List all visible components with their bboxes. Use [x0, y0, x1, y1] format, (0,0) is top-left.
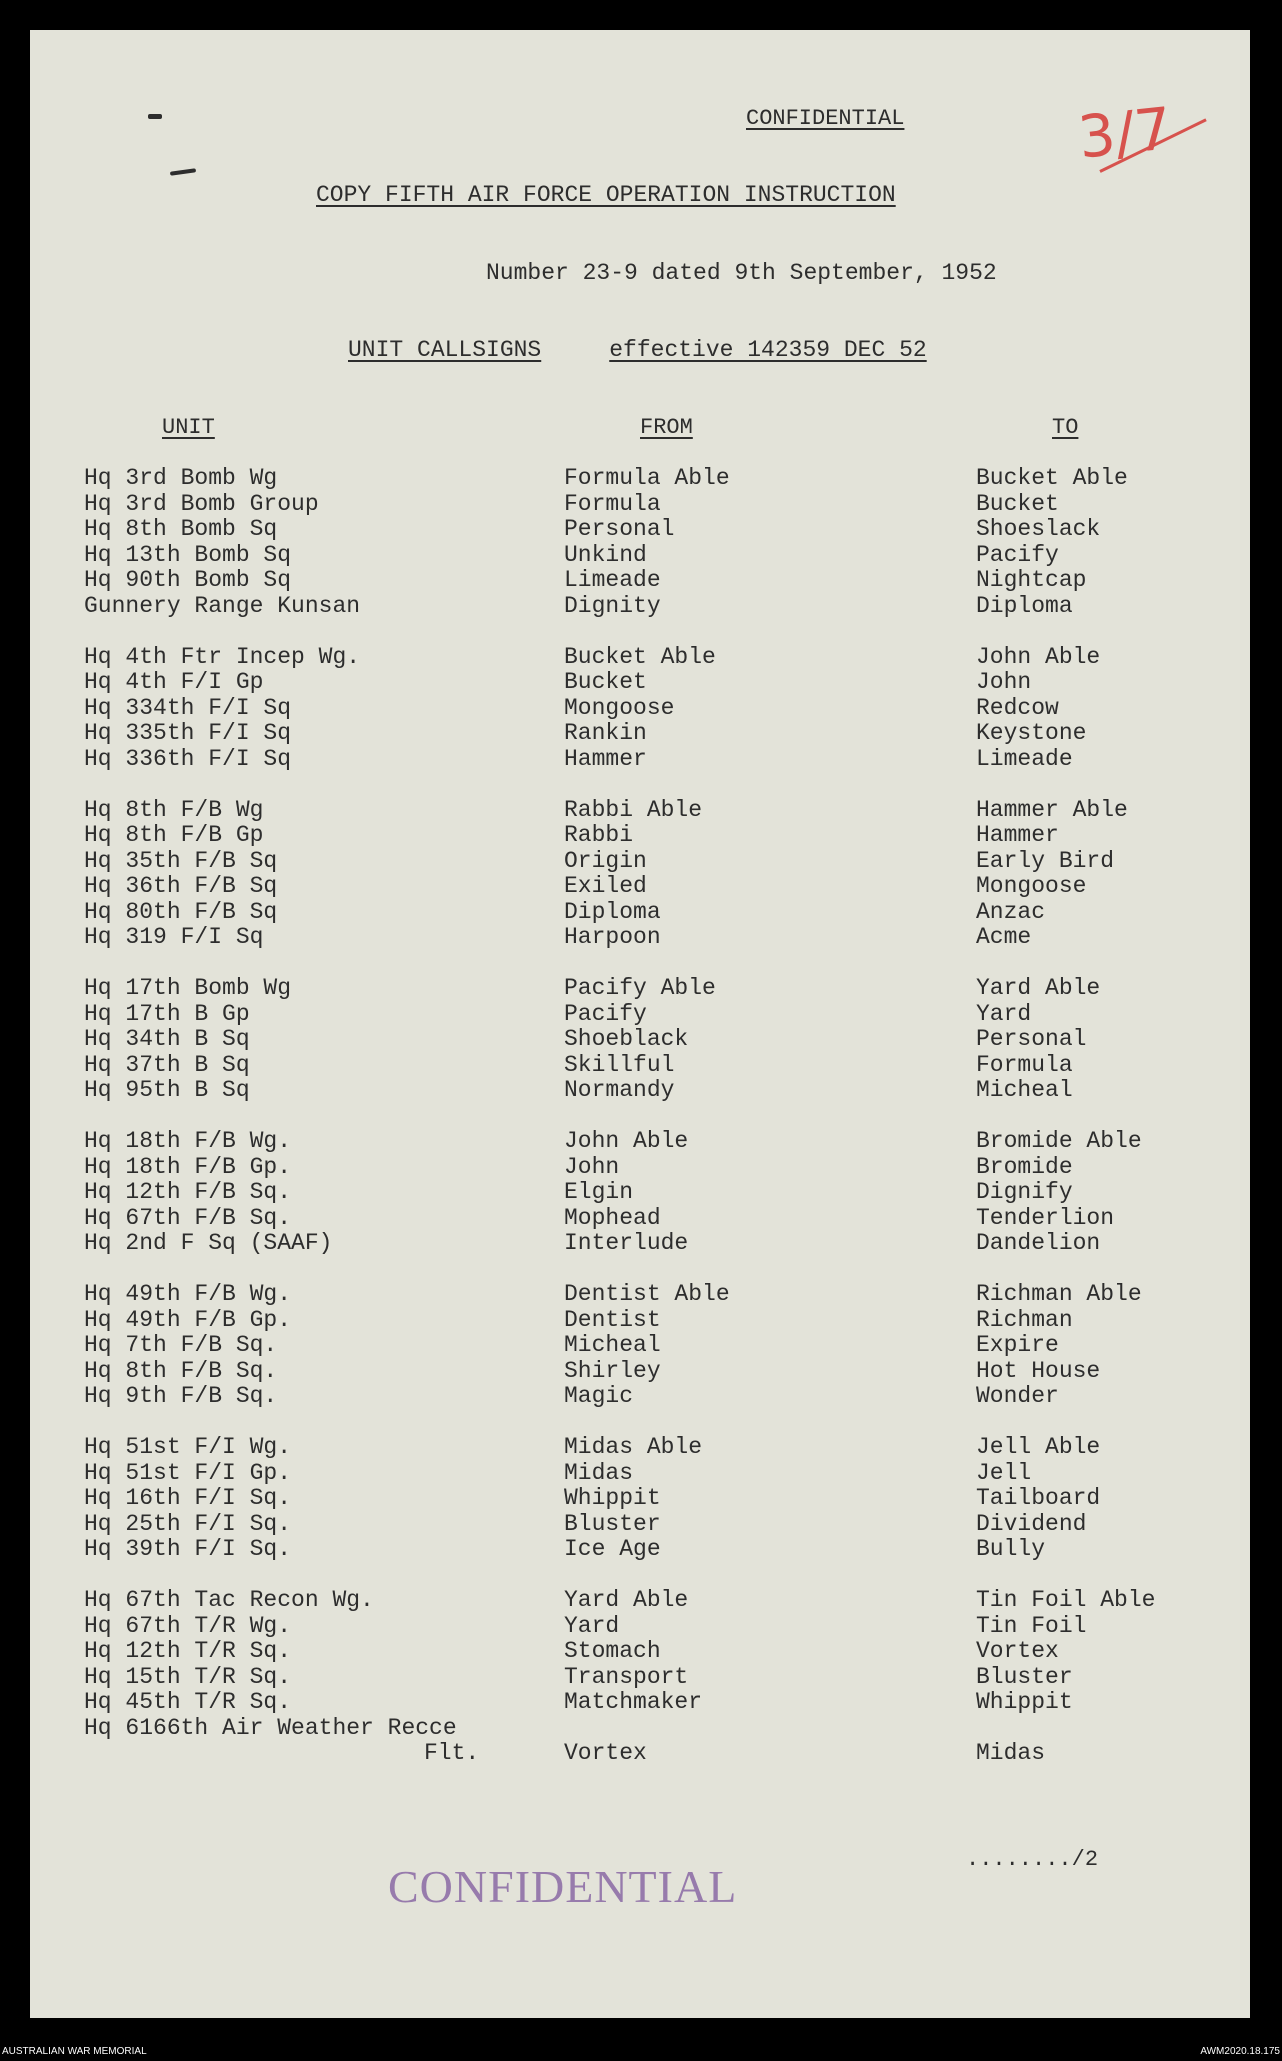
- callsign-table: [84, 466, 1244, 1792]
- to-callsign-cell: Anzac: [976, 898, 1046, 925]
- callsigns-heading: [348, 337, 927, 363]
- document-title: COPY FIFTH AIR FORCE OPERATION INSTRUCTION: [316, 182, 896, 208]
- unit-cell: Hq 12th F/B Sq.: [84, 1179, 292, 1205]
- table-row: [84, 798, 1244, 824]
- footer-institution: AUSTRALIAN WAR MEMORIAL: [2, 2046, 147, 2057]
- table-row: [84, 874, 1244, 900]
- table-row: [84, 645, 1244, 671]
- to-callsign-cell: Yard: [976, 1000, 1032, 1027]
- unit-cell: Hq 67th Tac Recon Wg.: [84, 1587, 374, 1613]
- from-callsign-cell: Dentist: [564, 1306, 661, 1333]
- unit-cell: Hq 25th F/I Sq.: [84, 1510, 292, 1537]
- unit-cell: Hq 12th T/R Sq.: [84, 1638, 292, 1664]
- table-row: [84, 1359, 1244, 1385]
- column-header-unit: UNIT: [162, 415, 215, 440]
- unit-cell: Hq 336th F/I Sq: [84, 745, 292, 772]
- footer-accession-number: AWM2020.18.175: [1200, 2046, 1280, 2057]
- unit-cell: Hq 4th F/I Gp: [84, 669, 264, 695]
- from-callsign-cell: Bucket: [564, 669, 647, 695]
- table-row: [84, 976, 1244, 1002]
- unit-cell: Hq 90th Bomb Sq: [84, 567, 292, 593]
- from-callsign-cell: Midas Able: [564, 1434, 703, 1460]
- unit-cell: Hq 17th B Gp: [84, 1000, 250, 1027]
- table-row: [84, 1180, 1244, 1206]
- confidential-stamp: CONFIDENTIAL: [388, 1861, 738, 1912]
- to-callsign-cell: Keystone: [976, 720, 1087, 746]
- table-row: [84, 1053, 1244, 1079]
- table-row: [84, 1716, 1244, 1742]
- punch-mark: [148, 114, 162, 119]
- table-row: [84, 1486, 1244, 1512]
- callsign-group: [84, 798, 1244, 951]
- to-callsign-cell: John: [976, 669, 1032, 695]
- table-row: [84, 1639, 1244, 1665]
- unit-cell: Hq 67th T/R Wg.: [84, 1612, 292, 1639]
- column-header-from: FROM: [640, 415, 693, 440]
- to-callsign-cell: Dandelion: [976, 1230, 1101, 1256]
- from-callsign-cell: Formula Able: [564, 465, 730, 491]
- table-row: [84, 517, 1244, 543]
- unit-cell: Hq 51st F/I Wg.: [84, 1434, 292, 1460]
- from-callsign-cell: Limeade: [564, 567, 661, 593]
- table-row: [84, 1129, 1244, 1155]
- to-callsign-cell: Tin Foil Able: [976, 1587, 1156, 1613]
- from-callsign-cell: Yard: [564, 1612, 620, 1639]
- table-row: [84, 543, 1244, 569]
- from-callsign-cell: Ice Age: [564, 1536, 661, 1562]
- unit-cell: Hq 18th F/B Wg.: [84, 1128, 292, 1154]
- unit-cell: Hq 37th B Sq: [84, 1051, 250, 1078]
- from-callsign-cell: Matchmaker: [564, 1689, 703, 1715]
- table-row: [84, 1665, 1244, 1691]
- table-row: [84, 492, 1244, 518]
- to-callsign-cell: Tenderlion: [976, 1204, 1115, 1231]
- to-callsign-cell: Bucket Able: [976, 465, 1128, 491]
- unit-cell: Hq 334th F/I Sq: [84, 694, 292, 721]
- callsign-group: [84, 1435, 1244, 1563]
- to-callsign-cell: Richman Able: [976, 1281, 1142, 1307]
- table-row: [84, 1206, 1244, 1232]
- table-row: [84, 1308, 1244, 1334]
- to-callsign-cell: Shoeslack: [976, 516, 1101, 542]
- from-callsign-cell: Whippit: [564, 1485, 661, 1511]
- table-row: [84, 1282, 1244, 1308]
- from-callsign-cell: Shirley: [564, 1357, 661, 1384]
- unit-cell: Hq 15th T/R Sq.: [84, 1663, 292, 1690]
- from-callsign-cell: Formula: [564, 490, 661, 517]
- unit-cell: Hq 36th F/B Sq: [84, 873, 278, 899]
- table-row: [84, 1333, 1244, 1359]
- table-row: [84, 1002, 1244, 1028]
- from-callsign-cell: Elgin: [564, 1179, 634, 1205]
- from-callsign-cell: Midas: [564, 1459, 634, 1486]
- to-callsign-cell: Bully: [976, 1536, 1046, 1562]
- to-callsign-cell: Hot House: [976, 1357, 1101, 1384]
- table-row: [84, 925, 1244, 951]
- table-row: [84, 594, 1244, 620]
- unit-cell: Flt.: [424, 1740, 480, 1766]
- table-row: [84, 1588, 1244, 1614]
- to-callsign-cell: Mongoose: [976, 873, 1087, 899]
- column-header-to: TO: [1052, 415, 1079, 440]
- to-callsign-cell: Yard Able: [976, 975, 1101, 1001]
- from-callsign-cell: John Able: [564, 1128, 689, 1154]
- unit-cell: Hq 67th F/B Sq.: [84, 1204, 292, 1231]
- table-row: [84, 1384, 1244, 1410]
- to-callsign-cell: Bucket: [976, 490, 1059, 517]
- to-callsign-cell: Richman: [976, 1306, 1073, 1333]
- unit-cell: Hq 45th T/R Sq.: [84, 1689, 292, 1715]
- unit-cell: Hq 35th F/B Sq: [84, 847, 278, 874]
- to-callsign-cell: Dignify: [976, 1179, 1073, 1205]
- from-callsign-cell: Interlude: [564, 1230, 689, 1256]
- to-callsign-cell: Bromide Able: [976, 1128, 1142, 1154]
- instruction-number: Number 23-9 dated 9th September, 1952: [486, 260, 997, 286]
- unit-cell: Hq 51st F/I Gp.: [84, 1459, 292, 1486]
- from-callsign-cell: Harpoon: [564, 924, 661, 950]
- to-callsign-cell: Nightcap: [976, 567, 1087, 593]
- unit-cell: Hq 335th F/I Sq: [84, 720, 292, 746]
- from-callsign-cell: Unkind: [564, 541, 647, 568]
- punch-mark: [170, 168, 196, 176]
- from-callsign-cell: Origin: [564, 847, 647, 874]
- from-callsign-cell: Transport: [564, 1663, 689, 1690]
- to-callsign-cell: Personal: [976, 1026, 1087, 1052]
- to-callsign-cell: Bromide: [976, 1153, 1073, 1180]
- from-callsign-cell: Personal: [564, 516, 675, 542]
- from-callsign-cell: Mongoose: [564, 694, 675, 721]
- from-callsign-cell: Pacify: [564, 1000, 647, 1027]
- from-callsign-cell: Hammer: [564, 745, 647, 772]
- table-row: [84, 1078, 1244, 1104]
- from-callsign-cell: Magic: [564, 1383, 634, 1409]
- to-callsign-cell: Wonder: [976, 1383, 1059, 1409]
- callsign-group: [84, 645, 1244, 773]
- table-row: [84, 1435, 1244, 1461]
- to-callsign-cell: Jell: [976, 1459, 1032, 1486]
- callsign-group: [84, 976, 1244, 1104]
- table-row: [84, 1461, 1244, 1487]
- unit-cell: Hq 3rd Bomb Wg: [84, 465, 278, 491]
- from-callsign-cell: Exiled: [564, 873, 647, 899]
- to-callsign-cell: Pacify: [976, 541, 1059, 568]
- unit-cell: Hq 7th F/B Sq.: [84, 1332, 278, 1358]
- to-callsign-cell: Vortex: [976, 1638, 1059, 1664]
- table-row: [84, 670, 1244, 696]
- unit-cell: Hq 80th F/B Sq: [84, 898, 278, 925]
- unit-cell: Hq 6166th Air Weather Recce: [84, 1714, 457, 1741]
- unit-cell: Hq 49th F/B Gp.: [84, 1306, 292, 1333]
- unit-cell: Hq 95th B Sq: [84, 1077, 250, 1103]
- table-row: [84, 1537, 1244, 1563]
- table-row: [84, 1027, 1244, 1053]
- document-page: [30, 30, 1250, 2018]
- from-callsign-cell: Yard Able: [564, 1587, 689, 1613]
- from-callsign-cell: John: [564, 1153, 620, 1180]
- to-callsign-cell: Formula: [976, 1051, 1073, 1078]
- from-callsign-cell: Rankin: [564, 720, 647, 746]
- table-row: [84, 568, 1244, 594]
- table-row: [84, 466, 1244, 492]
- table-row: [84, 1614, 1244, 1640]
- table-row: [84, 696, 1244, 722]
- unit-cell: Hq 319 F/I Sq: [84, 924, 264, 950]
- to-callsign-cell: Limeade: [976, 745, 1073, 772]
- to-callsign-cell: Bluster: [976, 1663, 1073, 1690]
- unit-cell: Hq 13th Bomb Sq: [84, 541, 292, 568]
- to-callsign-cell: Midas: [976, 1740, 1046, 1766]
- unit-cell: Hq 8th F/B Sq.: [84, 1357, 278, 1384]
- to-callsign-cell: Hammer Able: [976, 796, 1128, 823]
- table-row: [84, 747, 1244, 773]
- callsign-group: [84, 1129, 1244, 1257]
- to-callsign-cell: Early Bird: [976, 847, 1115, 874]
- to-callsign-cell: Hammer: [976, 822, 1059, 848]
- unit-cell: Hq 8th F/B Wg: [84, 796, 264, 823]
- unit-cell: Hq 8th F/B Gp: [84, 822, 264, 848]
- from-callsign-cell: Vortex: [564, 1740, 647, 1766]
- from-callsign-cell: Micheal: [564, 1332, 661, 1358]
- from-callsign-cell: Skillful: [564, 1051, 675, 1078]
- table-row: [84, 900, 1244, 926]
- effective-label: effective 142359 DEC 52: [609, 337, 927, 363]
- to-callsign-cell: Whippit: [976, 1689, 1073, 1715]
- from-callsign-cell: Rabbi Able: [564, 796, 703, 823]
- unit-cell: Hq 9th F/B Sq.: [84, 1383, 278, 1409]
- callsign-group: [84, 466, 1244, 619]
- header-confidential: CONFIDENTIAL: [746, 106, 905, 131]
- table-row: [84, 1155, 1244, 1181]
- handwritten-annotation: 3/7: [1075, 94, 1175, 172]
- from-callsign-cell: Stomach: [564, 1638, 661, 1664]
- unit-cell: Gunnery Range Kunsan: [84, 592, 361, 619]
- from-callsign-cell: Mophead: [564, 1204, 661, 1231]
- unit-cell: Hq 8th Bomb Sq: [84, 516, 278, 542]
- from-callsign-cell: Rabbi: [564, 822, 634, 848]
- from-callsign-cell: Diploma: [564, 898, 661, 925]
- callsign-group: [84, 1282, 1244, 1410]
- table-row: [84, 1231, 1244, 1257]
- from-callsign-cell: Normandy: [564, 1077, 675, 1103]
- to-callsign-cell: Diploma: [976, 592, 1073, 619]
- to-callsign-cell: Tailboard: [976, 1485, 1101, 1511]
- to-callsign-cell: John Able: [976, 643, 1101, 670]
- from-callsign-cell: Dignity: [564, 592, 661, 619]
- from-callsign-cell: Shoeblack: [564, 1026, 689, 1052]
- from-callsign-cell: Bucket Able: [564, 643, 716, 670]
- table-row: [84, 823, 1244, 849]
- unit-cell: Hq 16th F/I Sq.: [84, 1485, 292, 1511]
- callsigns-label: UNIT CALLSIGNS: [348, 337, 542, 363]
- unit-cell: Hq 4th Ftr Incep Wg.: [84, 643, 361, 670]
- unit-cell: Hq 49th F/B Wg.: [84, 1281, 292, 1307]
- to-callsign-cell: Micheal: [976, 1077, 1073, 1103]
- callsign-group: [84, 1588, 1244, 1767]
- to-callsign-cell: Redcow: [976, 694, 1059, 721]
- table-row: [84, 849, 1244, 875]
- table-row: [84, 1741, 1244, 1767]
- unit-cell: Hq 39th F/I Sq.: [84, 1536, 292, 1562]
- unit-cell: Hq 3rd Bomb Group: [84, 490, 319, 517]
- unit-cell: Hq 17th Bomb Wg: [84, 975, 292, 1001]
- unit-cell: Hq 34th B Sq: [84, 1026, 250, 1052]
- unit-cell: Hq 18th F/B Gp.: [84, 1153, 292, 1180]
- table-row: [84, 1512, 1244, 1538]
- to-callsign-cell: Acme: [976, 924, 1032, 950]
- unit-cell: Hq 2nd F Sq (SAAF): [84, 1230, 333, 1256]
- table-row: [84, 721, 1244, 747]
- table-row: [84, 1690, 1244, 1716]
- to-callsign-cell: Jell Able: [976, 1434, 1101, 1460]
- to-callsign-cell: Dividend: [976, 1510, 1087, 1537]
- page-continuation: ......../2: [966, 1847, 1099, 1872]
- from-callsign-cell: Bluster: [564, 1510, 661, 1537]
- from-callsign-cell: Dentist Able: [564, 1281, 730, 1307]
- to-callsign-cell: Tin Foil: [976, 1612, 1087, 1639]
- from-callsign-cell: Pacify Able: [564, 975, 716, 1001]
- to-callsign-cell: Expire: [976, 1332, 1059, 1358]
